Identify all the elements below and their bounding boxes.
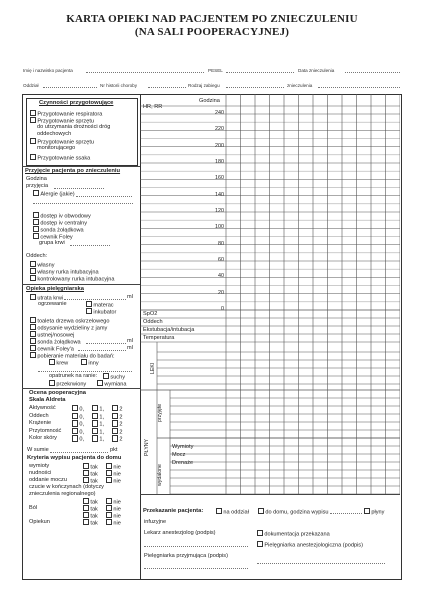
checkbox[interactable] bbox=[92, 435, 98, 441]
checkbox[interactable] bbox=[49, 359, 55, 365]
discharge-criterion: Opiekun bbox=[29, 519, 50, 525]
checkbox[interactable] bbox=[106, 498, 112, 504]
criterion-no-option[interactable] bbox=[106, 477, 121, 485]
score-value: 2 bbox=[119, 413, 123, 420]
checkbox[interactable] bbox=[86, 301, 92, 307]
vitals-chart[interactable] bbox=[140, 94, 400, 494]
checkbox[interactable] bbox=[86, 308, 92, 314]
checkbox[interactable] bbox=[112, 413, 118, 419]
checkbox[interactable] bbox=[83, 463, 89, 469]
checkbox[interactable] bbox=[103, 373, 109, 379]
plyny-label: PŁYNY bbox=[144, 438, 150, 456]
patient-name-field[interactable] bbox=[86, 72, 204, 73]
option-label: nie bbox=[113, 464, 121, 471]
ml-unit: ml bbox=[127, 294, 133, 300]
infusions-label: infuzyjne bbox=[144, 519, 167, 525]
aldrete-heading: Skala Aldreta bbox=[29, 397, 66, 403]
procedure-label: Rodzaj zabiegu bbox=[188, 83, 220, 88]
checkbox[interactable] bbox=[112, 420, 118, 426]
gastric-tube[interactable]: sonda żołądkowa bbox=[33, 226, 84, 234]
aldrete-row-label: Aktywność bbox=[29, 405, 56, 411]
checkbox[interactable] bbox=[258, 508, 264, 514]
aldrete-row-label: Krążenie bbox=[29, 420, 52, 427]
checkbox[interactable] bbox=[257, 541, 263, 547]
checkbox[interactable] bbox=[72, 405, 78, 411]
chart-scale-label: 180 bbox=[215, 159, 224, 165]
checkbox[interactable] bbox=[106, 470, 112, 476]
pkt-unit: pkt bbox=[110, 447, 118, 453]
chart-scale-label: 140 bbox=[215, 191, 224, 198]
option-label: tak bbox=[90, 471, 98, 478]
chart-parameter-label: Temperatura bbox=[143, 335, 175, 341]
checkbox[interactable] bbox=[30, 138, 36, 144]
output-row-label: Drenaże bbox=[172, 460, 194, 466]
chart-hr-label: HR, RR bbox=[143, 104, 163, 110]
admission-time-field[interactable] bbox=[54, 188, 104, 189]
total-label: W sumie bbox=[27, 447, 49, 453]
breathing-label: Oddech: bbox=[26, 253, 48, 259]
checkbox[interactable] bbox=[216, 508, 222, 514]
score-value: 0, bbox=[79, 429, 85, 436]
allergy-field-2[interactable] bbox=[33, 203, 133, 204]
checkbox[interactable] bbox=[106, 505, 112, 511]
blood-loss-item[interactable]: utrata krwi bbox=[30, 294, 63, 302]
checkbox[interactable] bbox=[33, 226, 39, 232]
checkbox[interactable] bbox=[30, 352, 36, 358]
chart-scale-label: 240 bbox=[215, 110, 224, 116]
sample-collection[interactable]: pobieranie materiału do badań: bbox=[30, 352, 115, 360]
checkbox[interactable] bbox=[72, 420, 78, 426]
checkbox[interactable] bbox=[106, 519, 112, 525]
option-label: nie bbox=[113, 513, 121, 520]
ml-unit: ml bbox=[127, 345, 133, 351]
blood-group-label: grupa krwi bbox=[39, 240, 65, 246]
sample-field[interactable] bbox=[38, 371, 132, 372]
anesthesiologist-signature[interactable] bbox=[144, 546, 248, 547]
option-label: tak bbox=[90, 520, 98, 527]
dressing-changed[interactable]: wymiana bbox=[97, 380, 126, 388]
nurse-receiving-label: Pielęgniarka przyjmująca (podpis) bbox=[144, 553, 228, 559]
checkbox[interactable] bbox=[257, 530, 263, 536]
checkbox[interactable] bbox=[49, 380, 55, 386]
aldrete-score-option[interactable] bbox=[92, 435, 104, 443]
score-value: 0, bbox=[79, 421, 85, 428]
prep-airway-2: do utrzymania drożności dróg bbox=[37, 124, 111, 130]
checkbox[interactable] bbox=[33, 212, 39, 218]
anesthesiologist-label: Lekarz anestezjolog (podpis) bbox=[144, 530, 216, 536]
history-label: Nr historii choroby bbox=[100, 83, 138, 88]
aldrete-score-option[interactable] bbox=[112, 435, 123, 443]
checkbox[interactable] bbox=[83, 512, 89, 518]
care-heading: Opieka pielęgniarska bbox=[26, 286, 84, 292]
chart-scale-label: 0 bbox=[221, 306, 224, 312]
wydalone-label: wydalone bbox=[157, 464, 163, 486]
option-label: tak bbox=[90, 464, 98, 471]
output-row-label: Mocz bbox=[172, 452, 186, 458]
bronchial-toilet[interactable]: toaleta drzewa oskrzelowego bbox=[30, 317, 110, 325]
aldrete-row-label: Kolor skóry bbox=[29, 435, 57, 442]
checkbox[interactable] bbox=[106, 463, 112, 469]
foley-catheter[interactable]: cewnik Foley bbox=[33, 233, 73, 241]
checkbox[interactable] bbox=[81, 359, 87, 365]
score-value: 1, bbox=[99, 421, 105, 428]
checkbox[interactable] bbox=[83, 498, 89, 504]
docs-transferred[interactable]: dokumentacja przekazana bbox=[257, 530, 330, 538]
oral-nasal[interactable]: ustnej/nosowej bbox=[30, 331, 74, 339]
admission-hour-label: Godzina bbox=[26, 176, 47, 182]
dressing-label: opatrunek na ranie: bbox=[49, 373, 98, 379]
page-title: KARTA OPIEKI NAD PACJENTEM PO ZNIECZULENIU bbox=[66, 13, 358, 25]
page-subtitle: (NA SALI POOPERACYJNEJ) bbox=[134, 26, 290, 38]
criterion-no-option[interactable] bbox=[106, 519, 121, 527]
transfer-fluids[interactable]: płyny bbox=[364, 508, 384, 516]
mattress-item[interactable]: materac bbox=[86, 301, 114, 309]
score-value: 1, bbox=[99, 413, 105, 420]
chart-scale-label: 40 bbox=[218, 273, 224, 280]
chart-scale-label: 20 bbox=[218, 289, 224, 296]
prep-respirator[interactable]: Przygotowanie respiratora bbox=[30, 110, 102, 118]
checkbox[interactable] bbox=[112, 405, 118, 411]
discharge-criterion: nudności bbox=[29, 470, 52, 476]
ward-label: Oddział bbox=[23, 83, 39, 88]
sample-other[interactable]: inny bbox=[81, 359, 99, 367]
prep-heading: Czynności przygotowujące bbox=[39, 100, 114, 106]
history-field[interactable] bbox=[148, 87, 186, 88]
checkbox[interactable] bbox=[30, 331, 36, 337]
breathing-controlled[interactable]: kontrolowany rurka intubacyjna bbox=[30, 275, 115, 283]
anesthesia-field[interactable] bbox=[318, 87, 400, 88]
checkbox[interactable] bbox=[92, 420, 98, 426]
chart-scale-label: 80 bbox=[218, 240, 224, 247]
suction-item[interactable]: odsysanie wydzieliny z jamy bbox=[30, 324, 107, 332]
discharge-criterion: wymioty bbox=[29, 463, 50, 469]
transfer-divider bbox=[140, 494, 400, 495]
checkbox[interactable] bbox=[364, 508, 370, 514]
checkbox[interactable] bbox=[92, 428, 98, 434]
nurse-anest-signature[interactable] bbox=[257, 563, 385, 564]
checkbox[interactable] bbox=[30, 261, 36, 267]
checkbox[interactable] bbox=[83, 470, 89, 476]
discharge-criterion: czucie w kończynach (dotyczy bbox=[29, 484, 104, 490]
transfer-label: Przekazanie pacjenta: bbox=[143, 508, 204, 514]
checkbox[interactable] bbox=[30, 110, 36, 116]
chart-scale-label: 120 bbox=[215, 208, 224, 214]
score-value: 1, bbox=[99, 429, 105, 436]
chart-scale-label: 220 bbox=[215, 126, 224, 133]
ward-field[interactable] bbox=[43, 87, 97, 88]
blood-loss-field[interactable] bbox=[64, 299, 126, 300]
nurse-anest-item[interactable]: Pielęgniarka anestezjologiczna (podpis) bbox=[257, 541, 363, 549]
checkbox[interactable] bbox=[112, 435, 118, 441]
pesel-field[interactable] bbox=[226, 72, 294, 73]
checkbox[interactable] bbox=[92, 405, 98, 411]
checkbox[interactable] bbox=[30, 268, 36, 274]
ml-unit: ml bbox=[127, 338, 133, 344]
chart-grid bbox=[140, 94, 400, 494]
gastric-tube-care[interactable]: sonda żołądkowa bbox=[30, 338, 81, 346]
criterion-yes-option[interactable] bbox=[83, 519, 98, 527]
output-row-label: Wymioty bbox=[172, 444, 194, 450]
chart-scale-label: 160 bbox=[215, 175, 224, 182]
warming-label: ogrzewanie bbox=[38, 301, 67, 307]
score-value: 1, bbox=[99, 436, 105, 443]
option-label: nie bbox=[113, 471, 121, 478]
gastric-tube-field[interactable] bbox=[86, 343, 126, 344]
discharge-heading: Kryteria wypisu pacjenta do domu bbox=[27, 455, 122, 461]
chart-scale-label: 200 bbox=[215, 142, 224, 149]
dressing-dry[interactable]: suchy bbox=[103, 373, 125, 381]
section-divider bbox=[22, 284, 140, 285]
score-value: 0, bbox=[79, 436, 85, 443]
procedure-field[interactable] bbox=[226, 87, 284, 88]
option-label: tak bbox=[90, 506, 98, 513]
prep-monitoring[interactable]: Przygotowanie sprzętu bbox=[30, 138, 94, 146]
chart-parameter-label: SpO2 bbox=[143, 311, 158, 317]
option-label: nie bbox=[113, 506, 121, 513]
transfer-ward[interactable]: na oddział bbox=[216, 508, 249, 516]
foley-care[interactable]: cewnik Foley'a bbox=[30, 345, 74, 353]
dressing-soaked[interactable]: przekrwiony bbox=[49, 380, 86, 388]
score-value: 2 bbox=[119, 421, 123, 428]
prep-airway-3: oddechowych bbox=[37, 131, 72, 137]
score-value: 2 bbox=[119, 429, 123, 436]
option-label: tak bbox=[90, 478, 98, 485]
checkbox[interactable] bbox=[106, 477, 112, 483]
section-divider bbox=[22, 388, 140, 389]
breathing-tube[interactable]: własny rurka intubacyjna bbox=[30, 268, 99, 276]
access-peripheral[interactable]: dostęp iv obwodowy bbox=[33, 212, 91, 220]
option-label: tak bbox=[90, 499, 98, 506]
discharge-criterion: Ból bbox=[29, 505, 38, 511]
checkbox[interactable] bbox=[30, 324, 36, 330]
score-value: 0, bbox=[79, 406, 85, 413]
assessment-heading: Ocena pooperacyjna bbox=[29, 390, 87, 396]
patient-name-label: Imię i nazwisko pacjenta bbox=[23, 68, 73, 73]
option-label: nie bbox=[113, 520, 121, 527]
score-value: 0, bbox=[79, 413, 85, 420]
checkbox[interactable] bbox=[33, 219, 39, 225]
prep-monitoring-2: monitorującego bbox=[37, 145, 76, 151]
access-central[interactable]: dostęp iv centralny bbox=[33, 219, 87, 227]
checkbox[interactable] bbox=[72, 413, 78, 419]
date-field[interactable] bbox=[345, 72, 400, 73]
checkbox[interactable] bbox=[30, 345, 36, 351]
checkbox[interactable] bbox=[72, 428, 78, 434]
admission-arrival-label: przyjęcia bbox=[26, 183, 49, 189]
transfer-home[interactable]: do domu, godzina wypisu bbox=[258, 508, 329, 516]
checkbox[interactable] bbox=[30, 275, 36, 281]
pesel-label: PESEL bbox=[208, 68, 223, 73]
admission-heading: Przyjęcie pacjenta po znieczuleniu bbox=[25, 168, 121, 174]
checkbox[interactable] bbox=[83, 519, 89, 525]
chart-parameter-label: Oddech bbox=[143, 319, 163, 325]
checkbox[interactable] bbox=[83, 477, 89, 483]
anesthesia-label: znieczulenia bbox=[287, 83, 313, 88]
checkbox[interactable] bbox=[72, 435, 78, 441]
date-label: Data znieczulenia bbox=[298, 68, 335, 73]
discharge-criterion: oddanie moczu bbox=[29, 477, 67, 483]
leki-label: LEKI bbox=[150, 362, 156, 374]
aldrete-row-label: Przytomność bbox=[29, 427, 62, 434]
nurse-receiving-signature[interactable] bbox=[144, 568, 248, 569]
checkbox[interactable] bbox=[30, 294, 36, 300]
checkbox[interactable] bbox=[33, 190, 39, 196]
allergy-field[interactable] bbox=[76, 196, 132, 197]
checkbox[interactable] bbox=[30, 317, 36, 323]
aldrete-row-label: Oddech bbox=[29, 412, 49, 419]
chart-parameter-label: Ekstubacja/intubacja bbox=[143, 327, 195, 333]
prep-suction[interactable]: Przygotowanie ssaka bbox=[30, 154, 90, 162]
blood-group-field[interactable] bbox=[70, 245, 110, 246]
chart-hour-label: Godzina bbox=[199, 98, 220, 104]
discharge-time-field[interactable] bbox=[330, 513, 362, 514]
checkbox[interactable] bbox=[30, 117, 36, 123]
aldrete-score-option[interactable] bbox=[72, 435, 84, 443]
prep-airway[interactable]: Przygotowanie sprzętu bbox=[30, 117, 94, 125]
allergy-item[interactable]: Alergie (jakie) bbox=[33, 190, 75, 198]
checkbox[interactable] bbox=[30, 154, 36, 160]
sample-blood[interactable]: krew bbox=[49, 359, 68, 367]
przyjete-label: przyjęte bbox=[157, 403, 163, 422]
score-value: 2 bbox=[119, 406, 123, 413]
checkbox[interactable] bbox=[106, 512, 112, 518]
checkbox[interactable] bbox=[33, 233, 39, 239]
checkbox[interactable] bbox=[112, 428, 118, 434]
checkbox[interactable] bbox=[30, 338, 36, 344]
checkbox[interactable] bbox=[97, 380, 103, 386]
checkbox[interactable] bbox=[83, 505, 89, 511]
total-field[interactable] bbox=[50, 452, 108, 453]
chart-scale-label: 60 bbox=[218, 257, 224, 263]
score-value: 1, bbox=[99, 406, 105, 413]
chart-scale-label: 100 bbox=[215, 224, 224, 231]
score-value: 2 bbox=[119, 436, 123, 443]
checkbox[interactable] bbox=[92, 413, 98, 419]
discharge-criterion: znieczulenia regionalnego) bbox=[29, 491, 96, 497]
option-label: nie bbox=[113, 478, 121, 485]
section-divider bbox=[22, 166, 140, 167]
incubator-item[interactable]: inkubator bbox=[86, 308, 116, 316]
breathing-own[interactable]: własny bbox=[30, 261, 55, 269]
foley-field[interactable] bbox=[78, 350, 126, 351]
option-label: tak bbox=[90, 513, 98, 520]
option-label: nie bbox=[113, 499, 121, 506]
